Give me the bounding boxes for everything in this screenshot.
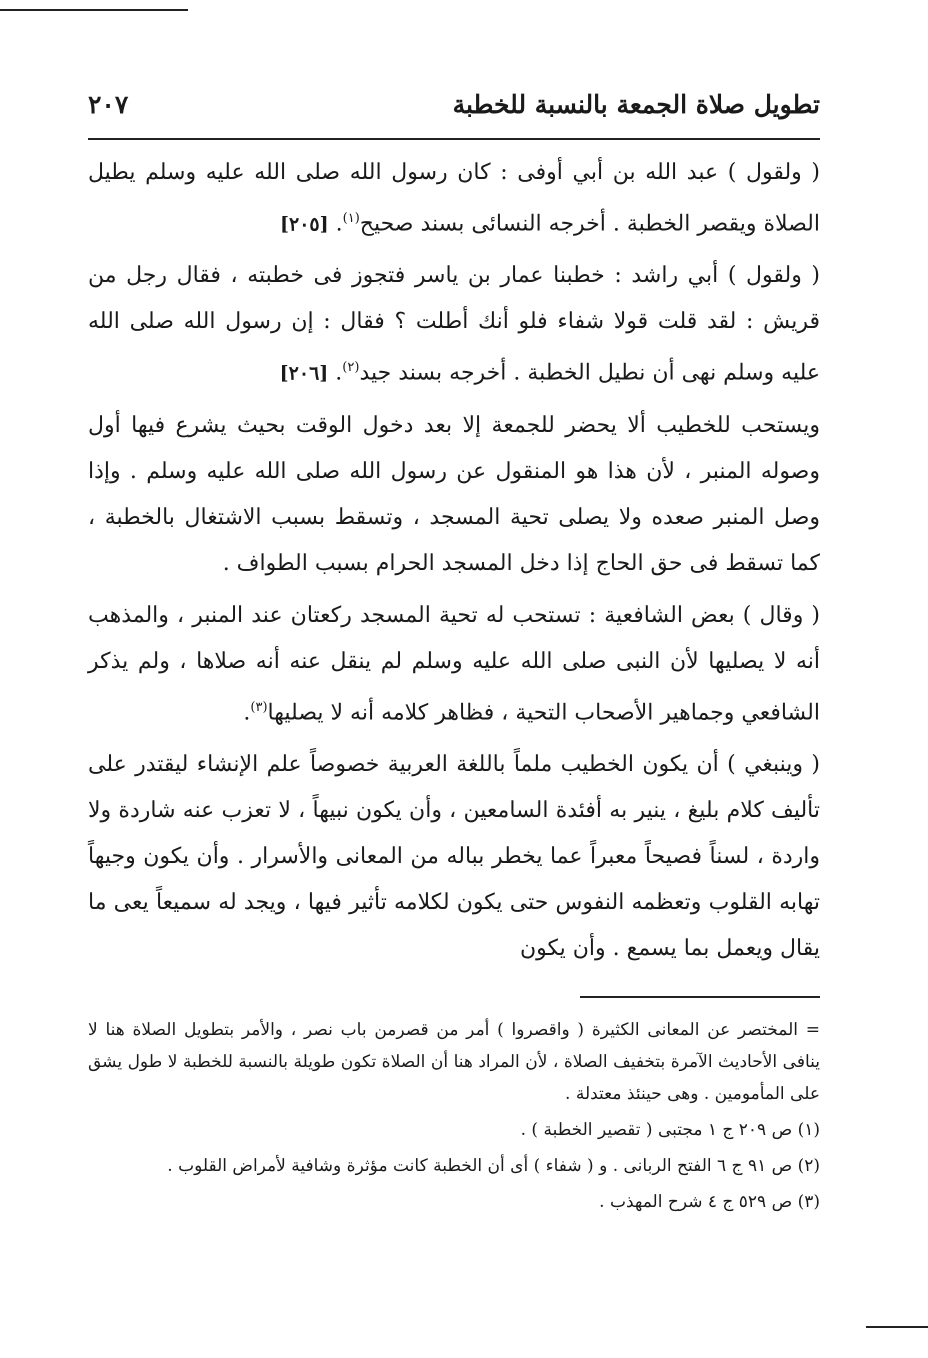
- paragraph-text: ( وقال ) بعض الشافعية : تستحب له تحية المسجد ركعتان عند المنبر ، والمذهب أنه لا يصليها لأن النبى صلى الله عليه وسلم لم ينقل عنه أنه صلاها ، ولم يذكر الشافعي وجماهير الأصحاب التحية ، فظاهر كلامه أنه لا يصليها: [88, 602, 820, 725]
- paragraph-text: ( وينبغي ) أن يكون الخطيب ملماً باللغة العربية خصوصاً علم الإنشاء ليقتدر على تأليف كلام بليغ ، ينير به أفئدة السامعين ، وأن يكون نبيهاً ، لا تعزب عنه شاردة ولا واردة ، لسناً فصيحاً معبراً عما يخطر بباله من المعانى والأسرار . وأن يكون وجيهاً تهابه القلوب وتعظمه النفوس حتى يكون لكلامه تأثير فيها ، ويجد له سميعاً يعى ما يقال ويعمل بما يسمع . وأن يكون: [88, 751, 821, 961]
- paragraph-khatib-arrival: [88, 403, 820, 587]
- bottom-scan-rule: [866, 1326, 928, 1328]
- page: [88, 90, 820, 1218]
- footnote-marker: (٢): [342, 360, 360, 376]
- footnote-marker: (٣): [250, 699, 268, 715]
- paragraph-hadith-206: ( ولقول ) أبي راشد : خطبنا عمار بن ياسر فتجوز فى خطبته ، فقال رجل من قريش : لقد قلت قولا شفاء فلو أنك أطلت ؟ فقال : إن رسول الله صلى الله عليه وسلم نهى أن نطيل الخطبة . أخرجه بسند جيد$^{(٢)}$. [٢٠٦]: [88, 263, 820, 386]
- footnote-separator: [580, 996, 820, 998]
- paragraph-khatib-qualities: [88, 742, 820, 972]
- paragraph-text: ويستحب للخطيب ألا يحضر للجمعة إلا بعد دخول الوقت بحيث يشرع فيها أول وصوله المنبر ، لأن هذا هو المنقول عن رسول الله صلى الله عليه وسلم . وإذا وصل المنبر صعده ولا يصلى تحية المسجد ، وتسقط بسبب الاشتغال بالخطبة ، كما تسقط فى حق الحاج إذا دخل المسجد الحرام بسبب الطواف .: [88, 412, 820, 576]
- paragraph-text: ( ولقول ) عبد الله بن أبي أوفى : كان رسول الله صلى الله عليه وسلم يطيل الصلاة ويقصر الخطبة . أخرجه النسائى بسند صحيح: [88, 160, 820, 237]
- footnote-1: [88, 1114, 820, 1146]
- footnote-2: [88, 1150, 820, 1182]
- running-header: [88, 90, 820, 140]
- footnote-continuation: = المختصر عن المعانى الكثيرة ( واقصروا ) أمر من قصرمن باب نصر ، والأمر بتطويل الصلاة هنا لا ينافى الأحاديث الآمرة بتخفيف الصلاة ، لأن المراد هنا أن الصلاة تكون طويلة بالنسبة للخطبة لا طول يشق على المأمومين . وهى حينئذ معتدلة .: [88, 1019, 820, 1104]
- footnote-3: [88, 1186, 820, 1218]
- footnote-marker: (١): [342, 211, 360, 226]
- hadith-number: [٢٠٦]: [279, 362, 329, 385]
- running-title: تطويل صلاة الجمعة بالنسبة للخطبة: [452, 90, 820, 119]
- footnote-text: ص ٥٢٩ ج ٤ شرح المهذب .: [599, 1191, 793, 1212]
- footnote-label: (٢): [797, 1155, 820, 1176]
- page-number: ٢٠٧: [88, 90, 129, 119]
- footnote-label: (٣): [797, 1191, 820, 1212]
- footnote-text: ص ٩١ ج ٦ الفتح الربانى . و ( شفاء ) أى أن الخطبة كانت مؤثرة وشافية لأمراض القلوب .: [167, 1155, 793, 1176]
- paragraph-hadith-205: ( ولقول ) عبد الله بن أبي أوفى : كان رسول الله صلى الله عليه وسلم يطيل الصلاة ويقصر الخطبة . أخرجه النسائى بسند صحيح$^{(١)}$. [٢٠٥]: [88, 160, 820, 237]
- paragraph-text: ( ولقول ) أبي راشد : خطبنا عمار بن ياسر فتجوز فى خطبته ، فقال رجل من قريش : لقد قلت قولا شفاء فلو أنك أطلت ؟ فقال : إن رسول الله صلى الله عليه وسلم نهى أن نطيل الخطبة . أخرجه بسند جيد: [88, 263, 820, 386]
- top-scan-rule: [0, 9, 188, 11]
- hadith-number: [٢٠٥]: [280, 213, 329, 236]
- footnote-label: (١): [797, 1119, 820, 1140]
- footnote-text: ص ٢٠٩ ج ١ مجتبى ( تقصير الخطبة ) .: [520, 1119, 793, 1140]
- paragraph-shafii-opinion: ( وقال ) بعض الشافعية : تستحب له تحية المسجد ركعتان عند المنبر ، والمذهب أنه لا يصليها لأن النبى صلى الله عليه وسلم لم ينقل عنه أنه صلاها ، ولم يذكر الشافعي وجماهير الأصحاب التحية ، فظاهر كلامه أنه لا يصليها$^{(٣)}$.: [88, 602, 820, 725]
